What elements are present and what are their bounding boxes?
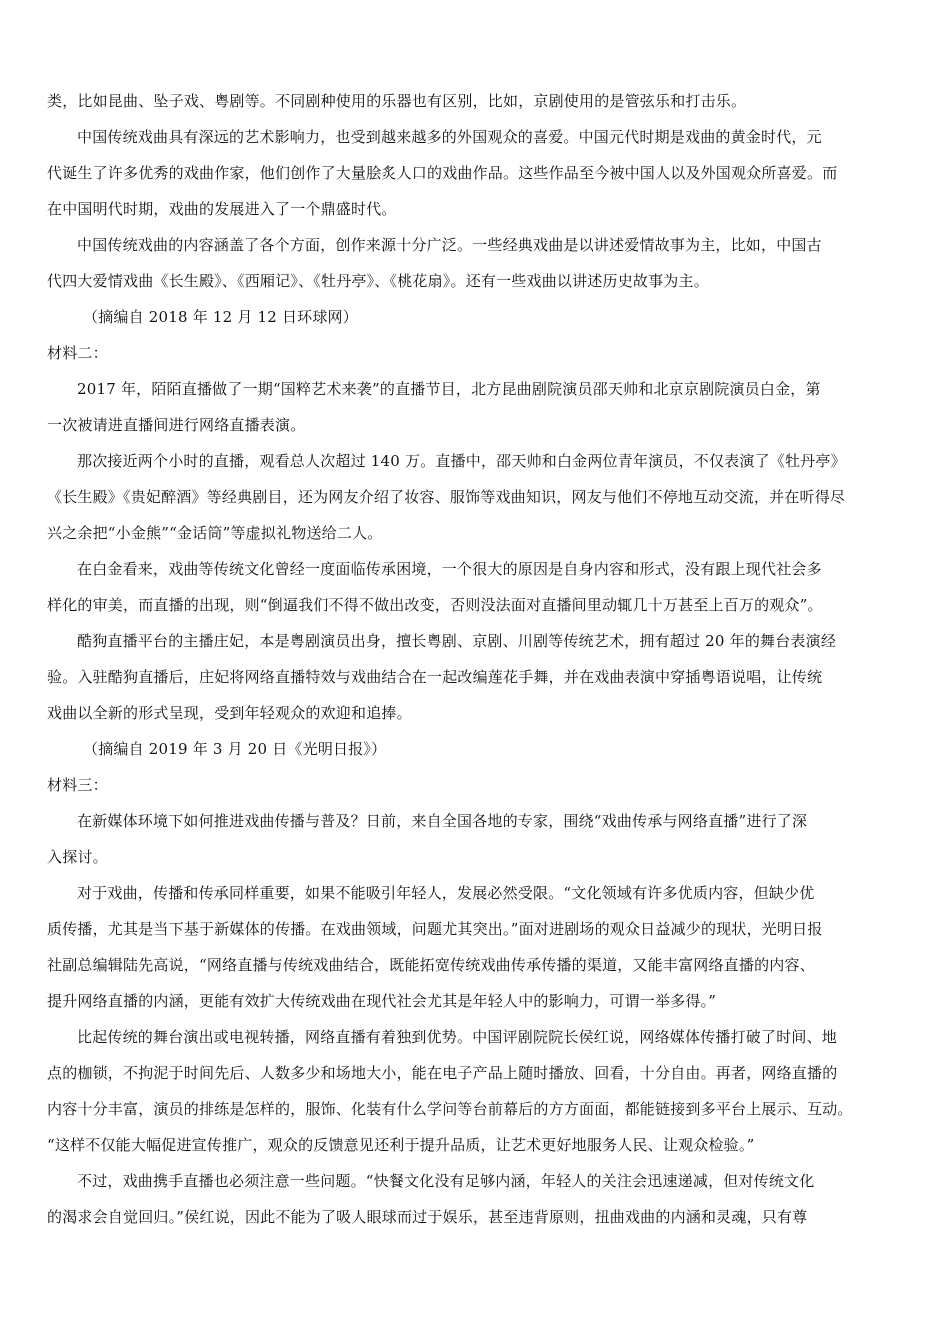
text-line: 不过，戏曲携手直播也必须注意一些问题。“快餐文化没有足够内涵，年轻人的关注会迅速递减，但对传统文化 bbox=[77, 1172, 815, 1190]
text-line: “这样不仅能大幅促进宣传推广，观众的反馈意见还利于提升品质，让艺术更好地服务人民、让观众检验。” bbox=[47, 1136, 755, 1154]
text-line: 在新媒体环境下如何推进戏曲传播与普及？日前，来自全国各地的专家，围绕“戏曲传承与网络直播”进行了深 bbox=[77, 812, 808, 830]
text-line: 酷狗直播平台的主播庄妃，本是粤剧演员出身，擅长粤剧、京剧、川剧等传统艺术，拥有超过 20 年的舞台表演经 bbox=[77, 632, 837, 650]
text-line: 兴之余把“小金熊”“金话筒”等虚拟礼物送给二人。 bbox=[47, 524, 383, 542]
text-line: 戏曲以全新的形式呈现，受到年轻观众的欢迎和追捧。 bbox=[47, 704, 412, 722]
text-line: 样化的审美，而直播的出现，则“倒逼我们不得不做出改变，否则没法面对直播间里动辄几十万甚至上百万的观众”。 bbox=[47, 596, 823, 614]
text-line: 质传播，尤其是当下基于新媒体的传播。在戏曲领域，问题尤其突出。”面对进剧场的观众日益减少的现状，光明日报 bbox=[47, 920, 823, 938]
text-line: 在白金看来，戏曲等传统文化曾经一度面临传承困境，一个很大的原因是自身内容和形式，没有跟上现代社会多 bbox=[77, 560, 822, 578]
text-line: 在中国明代时期，戏曲的发展进入了一个鼎盛时代。 bbox=[47, 200, 397, 218]
text-line: 中国传统戏曲具有深远的艺术影响力，也受到越来越多的外国观众的喜爱。中国元代时期是戏曲的黄金时代，元 bbox=[77, 128, 822, 146]
text-line: 材料三： bbox=[47, 776, 108, 794]
text-line: 材料二： bbox=[47, 344, 108, 362]
text-line: 验。入驻酷狗直播后，庄妃将网络直播特效与戏曲结合在一起改编莲花手舞，并在戏曲表演中穿插粤语说唱，让传统 bbox=[47, 668, 823, 686]
text-line: 类，比如昆曲、坠子戏、粤剧等。不同剧种使用的乐器也有区别，比如，京剧使用的是管弦乐和打击乐。 bbox=[47, 92, 747, 110]
text-line: 对于戏曲，传播和传承同样重要，如果不能吸引年轻人，发展必然受限。“文化领域有许多优质内容，但缺少优 bbox=[77, 884, 815, 902]
source-citation: （摘编自 2019 年 3 月 20 日《光明日报》） bbox=[83, 740, 387, 758]
text-line: 的渴求会自觉回归。”侯红说，因此不能为了吸人眼球而过于娱乐，甚至违背原则，扭曲戏曲的内涵和灵魂，只有尊 bbox=[47, 1208, 808, 1226]
text-line: 内容十分丰富，演员的排练是怎样的，服饰、化装有什么学问等台前幕后的方方面面，都能链接到多平台上展示、互动。 bbox=[47, 1100, 853, 1118]
text-line: 社副总编辑陆先高说，“网络直播与传统戏曲结合，既能拓宽传统戏曲传承传播的渠道，又能丰富网络直播的内容、 bbox=[47, 956, 815, 974]
text-line: 点的枷锁，不拘泥于时间先后、人数多少和场地大小，能在电子产品上随时播放、回看，十分自由。再者，网络直播的 bbox=[47, 1064, 838, 1082]
document-page bbox=[47, 92, 905, 1244]
text-line: 那次接近两个小时的直播，观看总人次超过 140 万。直播中，邵天帅和白金两位青年演员，不仅表演了《牡丹亭》 bbox=[77, 452, 846, 470]
text-line: 代诞生了许多优秀的戏曲作家，他们创作了大量脍炙人口的戏曲作品。这些作品至今被中国人以及外国观众所喜爱。而 bbox=[47, 164, 838, 182]
text-line: 中国传统戏曲的内容涵盖了各个方面，创作来源十分广泛。一些经典戏曲是以讲述爱情故事为主，比如，中国古 bbox=[77, 236, 822, 254]
text-line: 代四大爱情戏曲《长生殿》、《西厢记》、《牡丹亭》、《桃花扇》。还有一些戏曲以讲述历史故事为主。 bbox=[47, 272, 709, 290]
text-line: 《长生殿》《贵妃醉酒》等经典剧目，还为网友介绍了妆容、服饰等戏曲知识，网友与他们不停地互动交流，并在听得尽 bbox=[47, 488, 846, 506]
text-line: 一次被请进直播间进行网络直播表演。 bbox=[47, 416, 306, 434]
text-line: 提升网络直播的内涵，更能有效扩大传统戏曲在现代社会尤其是年轻人中的影响力，可谓一举多得。” bbox=[47, 992, 717, 1010]
text-line: 入探讨。 bbox=[47, 848, 108, 866]
text-line: 比起传统的舞台演出或电视转播，网络直播有着独到优势。中国评剧院院长侯红说，网络媒体传播打破了时间、地 bbox=[77, 1028, 838, 1046]
source-citation: （摘编自 2018 年 12 月 12 日环球网） bbox=[83, 308, 358, 326]
text-line: 2017 年，陌陌直播做了一期“国粹艺术来袭”的直播节目，北方昆曲剧院演员邵天帅和北京京剧院演员白金，第 bbox=[77, 380, 821, 398]
